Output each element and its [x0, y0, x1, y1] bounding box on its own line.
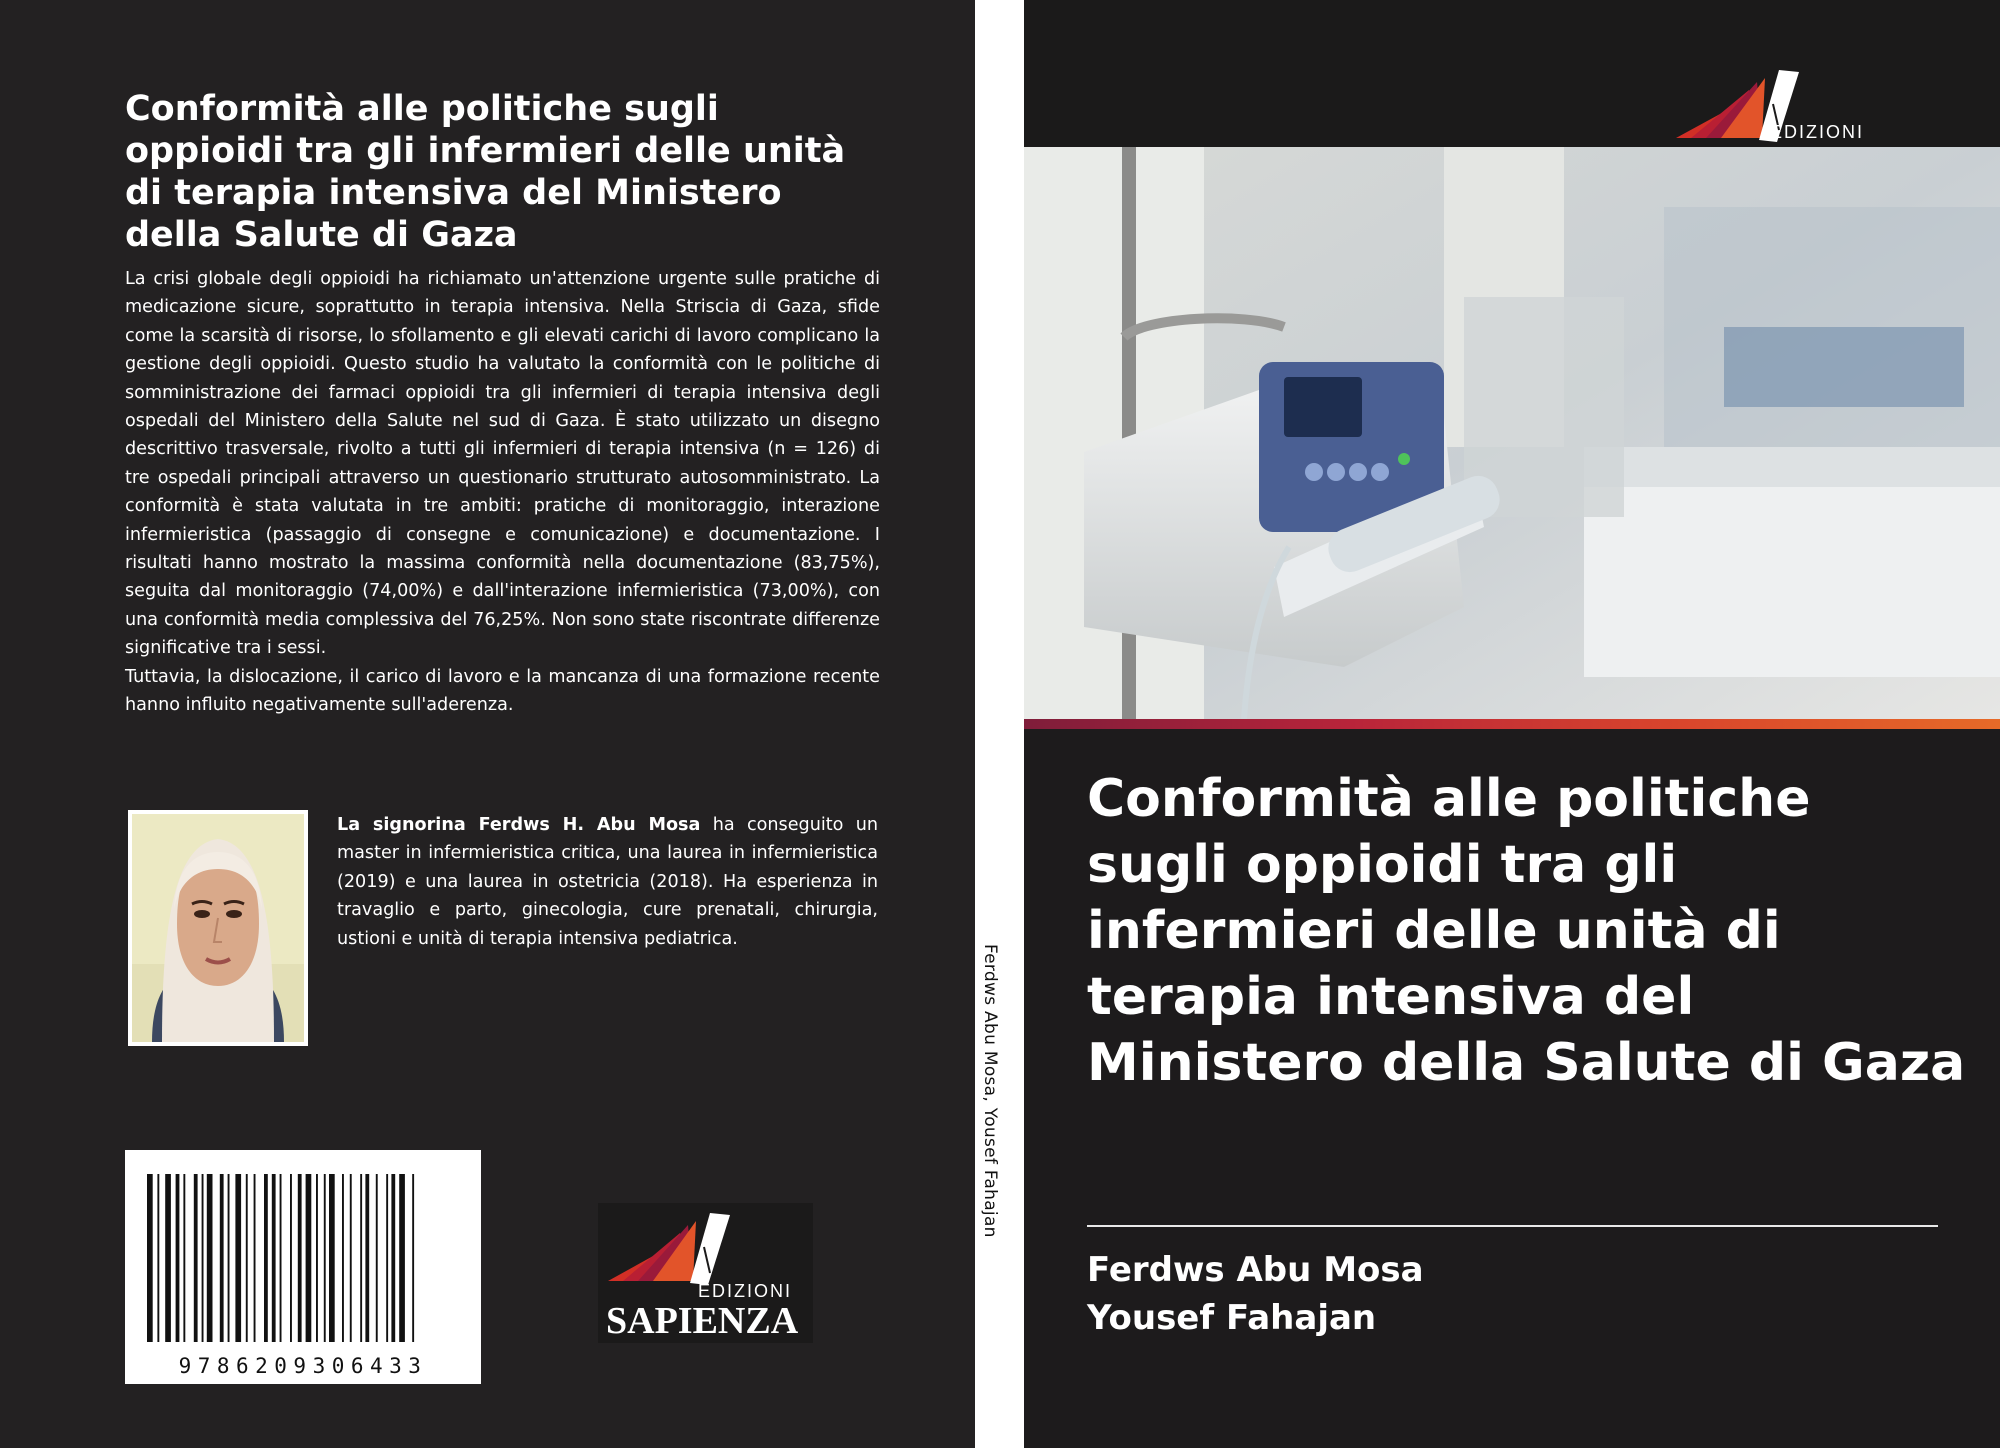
abstract-paragraph-1: La crisi globale degli oppioidi ha richiamato un'attenzione urgente sulle pratiche di medicazione sicure, soprattutto in terapia intensiva. Nella Striscia di Gaza, sfide come la scarsità di risorse, lo sfollamento e gli elevati carichi di lavoro complicano la gestione degli oppioidi. Questo studio ha valutato la conformità con le politiche di somministrazione dei farmaci oppioidi tra gli infermieri di terapia intensiva degli ospedali del Ministero della Salute nel sud di Gaza. È stato utilizzato un disegno descrittivo trasversale, rivolto a tutti gli infermieri di terapia intensiva (n = 126) di tre ospedali principali attraverso un questionario strutturato autosomministrato. La conformità è stata valutata in tre ambiti: pratiche di monitoraggio, interazione infermieristica (passaggio di consegne e comunicazione) e documentazione. I risultati hanno mostrato la massima conformità nella documentazione (83,75%), seguita dal monitoraggio (74,00%) e dall'interazione infermieristica (73,00%), con una conformità media complessiva del 76,25%. Non sono state riscontrate differenze significative tra i sessi.: [125, 269, 880, 659]
title-divider: [1087, 1225, 1938, 1227]
logo-edizioni-text: EDIZIONI: [698, 1281, 793, 1301]
back-cover-abstract: [125, 265, 880, 720]
front-author-2: Yousef Fahajan: [1087, 1298, 1377, 1338]
front-cover-title: Conformità alle politiche sugli oppioidi tra gli infermieri delle unità di terapia intensiva del Ministero della Salute di Gaza: [1087, 769, 1966, 1093]
abstract-paragraph-2: Tuttavia, la dislocazione, il carico di lavoro e la mancanza di una formazione recente hanno influito negativamente sull'aderenza.: [125, 666, 880, 716]
author-bio-name: La signorina Ferdws H. Abu Mosa: [337, 815, 701, 835]
isbn-barcode: [125, 1150, 481, 1384]
author-bio: [337, 811, 878, 953]
hero-illustration: [1024, 147, 2000, 719]
author-portrait-illustration: [132, 814, 304, 1042]
back-cover-title: Conformità alle politiche sugli oppioidi tra gli infermieri delle unità di terapia intensiva del Ministero della Salute di Gaza: [125, 89, 846, 255]
logo-sapienza-text: SAPIENZA: [606, 1300, 799, 1342]
barcode-graphic: [125, 1150, 481, 1384]
author-photo: [128, 810, 308, 1046]
isbn-digits: 9786209306433: [178, 1354, 428, 1378]
accent-stripe: [1024, 719, 2000, 729]
front-author-1: Ferdws Abu Mosa: [1087, 1250, 1424, 1290]
hospital-infusion-pump-photo: [1024, 147, 2000, 719]
back-publisher-logo: [598, 1203, 813, 1343]
author-bio-text: ha conseguito un master in infermieristica critica, una laurea in infermieristica (2019) e una laurea in ostetricia (2018). Ha esperienza in travaglio e parto, ginecologia, cure prenatali, chirurgia, ustioni e unità di terapia intensiva pediatrica.: [337, 815, 878, 949]
logo-edizioni-text: EDIZIONI: [1770, 122, 1865, 142]
spine-authors: Ferdws Abu Mosa, Yousef Fahajan: [980, 944, 1000, 1238]
